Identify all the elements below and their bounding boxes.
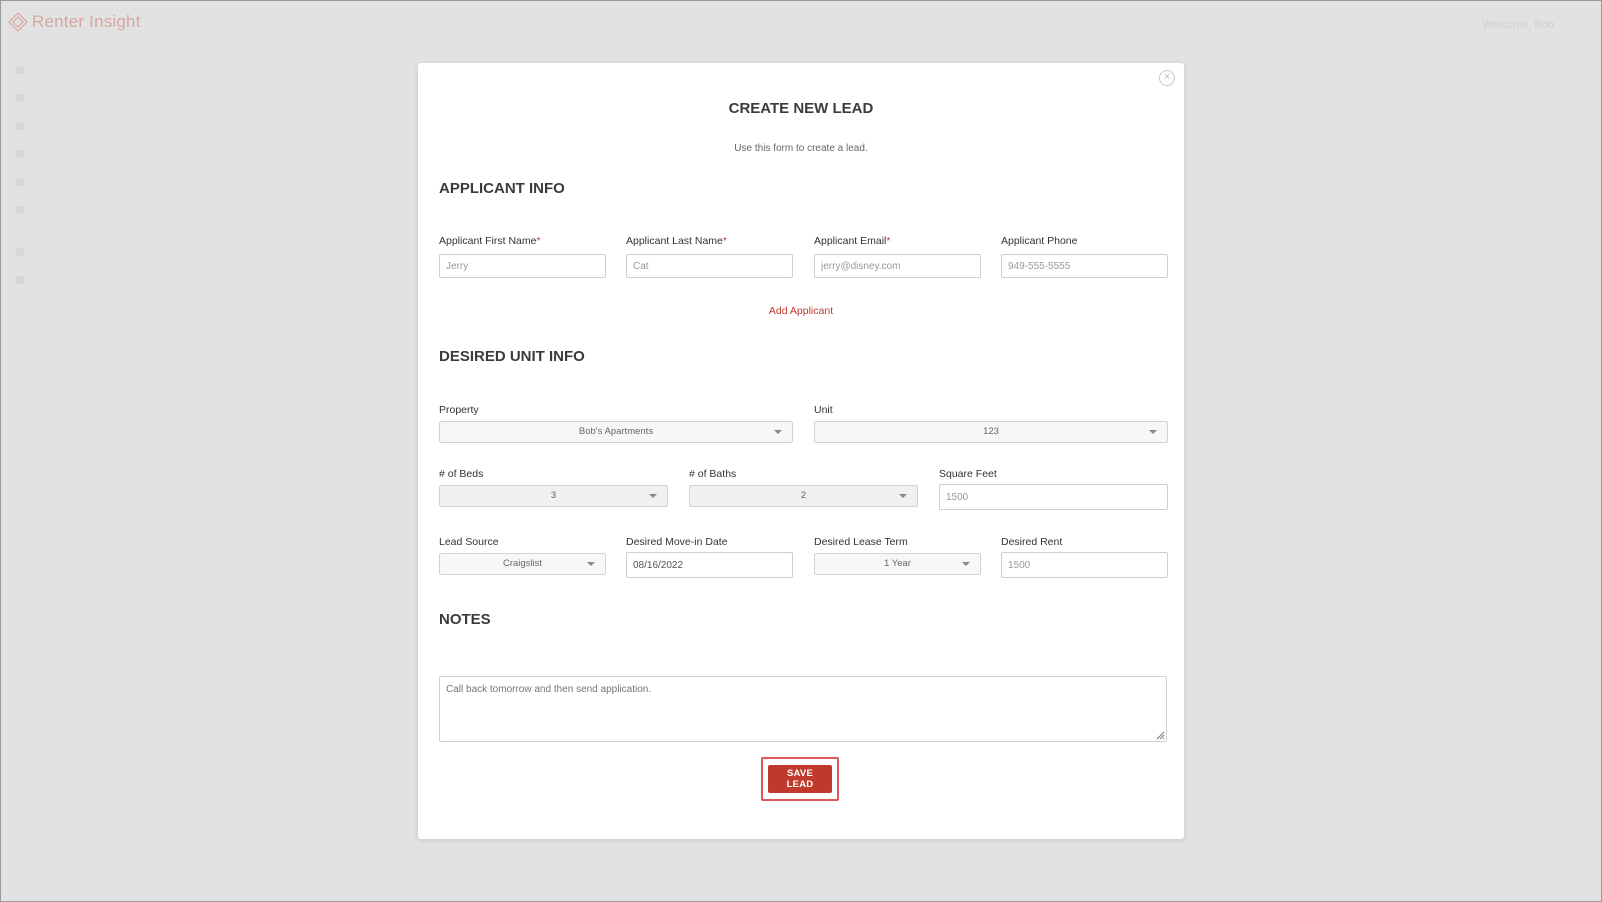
close-icon[interactable]: × [1159,70,1175,86]
baths-value: 2 [800,490,807,501]
unit-select[interactable] [814,421,1168,443]
last-name-label: Applicant Last Name* [626,235,727,247]
save-lead-button[interactable]: SAVE LEAD [768,765,832,793]
property-label: Property [439,404,479,416]
property-value: Bob's Apartments [578,426,654,437]
baths-label: # of Baths [689,468,737,480]
lease-term-label: Desired Lease Term [814,536,908,548]
logo-diamond-icon [8,12,28,32]
lead-source-select[interactable] [439,553,606,575]
sidebar-icon[interactable] [16,206,24,214]
lead-source-value: Craigslist [502,558,543,569]
chevron-down-icon [587,562,595,566]
unit-label: Unit [814,404,833,416]
lease-term-value: 1 Year [884,558,911,569]
rent-input[interactable] [1001,552,1168,578]
phone-input[interactable] [1001,254,1168,278]
sidebar-icon[interactable] [16,94,24,102]
lease-term-select[interactable] [814,553,981,575]
sidebar-icon[interactable] [16,248,24,256]
chevron-down-icon [1149,430,1157,434]
brand-logo [8,12,141,32]
add-applicant-link[interactable]: Add Applicant [768,305,834,317]
modal-title: CREATE NEW LEAD [728,100,874,117]
create-lead-modal [418,63,1184,839]
sidebar-icon[interactable] [16,178,24,186]
save-button-highlight [761,757,839,801]
first-name-input[interactable] [439,254,606,278]
sqft-label: Square Feet [939,468,997,480]
email-input[interactable] [814,254,981,278]
unit-value: 123 [983,426,999,437]
notes-heading: NOTES [439,611,491,628]
resize-grip-icon[interactable] [1155,730,1165,740]
last-name-input[interactable] [626,254,793,278]
sqft-input[interactable] [939,484,1168,510]
chevron-down-icon [649,494,657,498]
brand-name: Renter Insight [32,12,141,31]
chevron-down-icon [899,494,907,498]
welcome-text: Welcome, Bob [1482,19,1554,31]
property-select[interactable] [439,421,793,443]
phone-label: Applicant Phone [1001,235,1078,247]
beds-value: 3 [550,490,557,501]
notes-textarea[interactable] [439,676,1167,742]
beds-label: # of Beds [439,468,484,480]
sidebar-icon[interactable] [16,66,24,74]
sidebar-icon[interactable] [16,276,24,284]
first-name-label: Applicant First Name* [439,235,541,247]
lead-source-label: Lead Source [439,536,499,548]
chevron-down-icon [774,430,782,434]
applicant-info-heading: APPLICANT INFO [439,180,565,197]
move-in-label: Desired Move-in Date [626,536,728,548]
chevron-down-icon [962,562,970,566]
baths-select[interactable] [689,485,918,507]
modal-subtitle: Use this form to create a lead. [734,143,868,154]
desired-unit-heading: DESIRED UNIT INFO [439,348,585,365]
sidebar-icon[interactable] [16,150,24,158]
beds-select[interactable] [439,485,668,507]
email-label: Applicant Email* [814,235,891,247]
move-in-date-input[interactable] [626,552,793,578]
rent-label: Desired Rent [1001,536,1063,548]
sidebar-icon[interactable] [16,122,24,130]
